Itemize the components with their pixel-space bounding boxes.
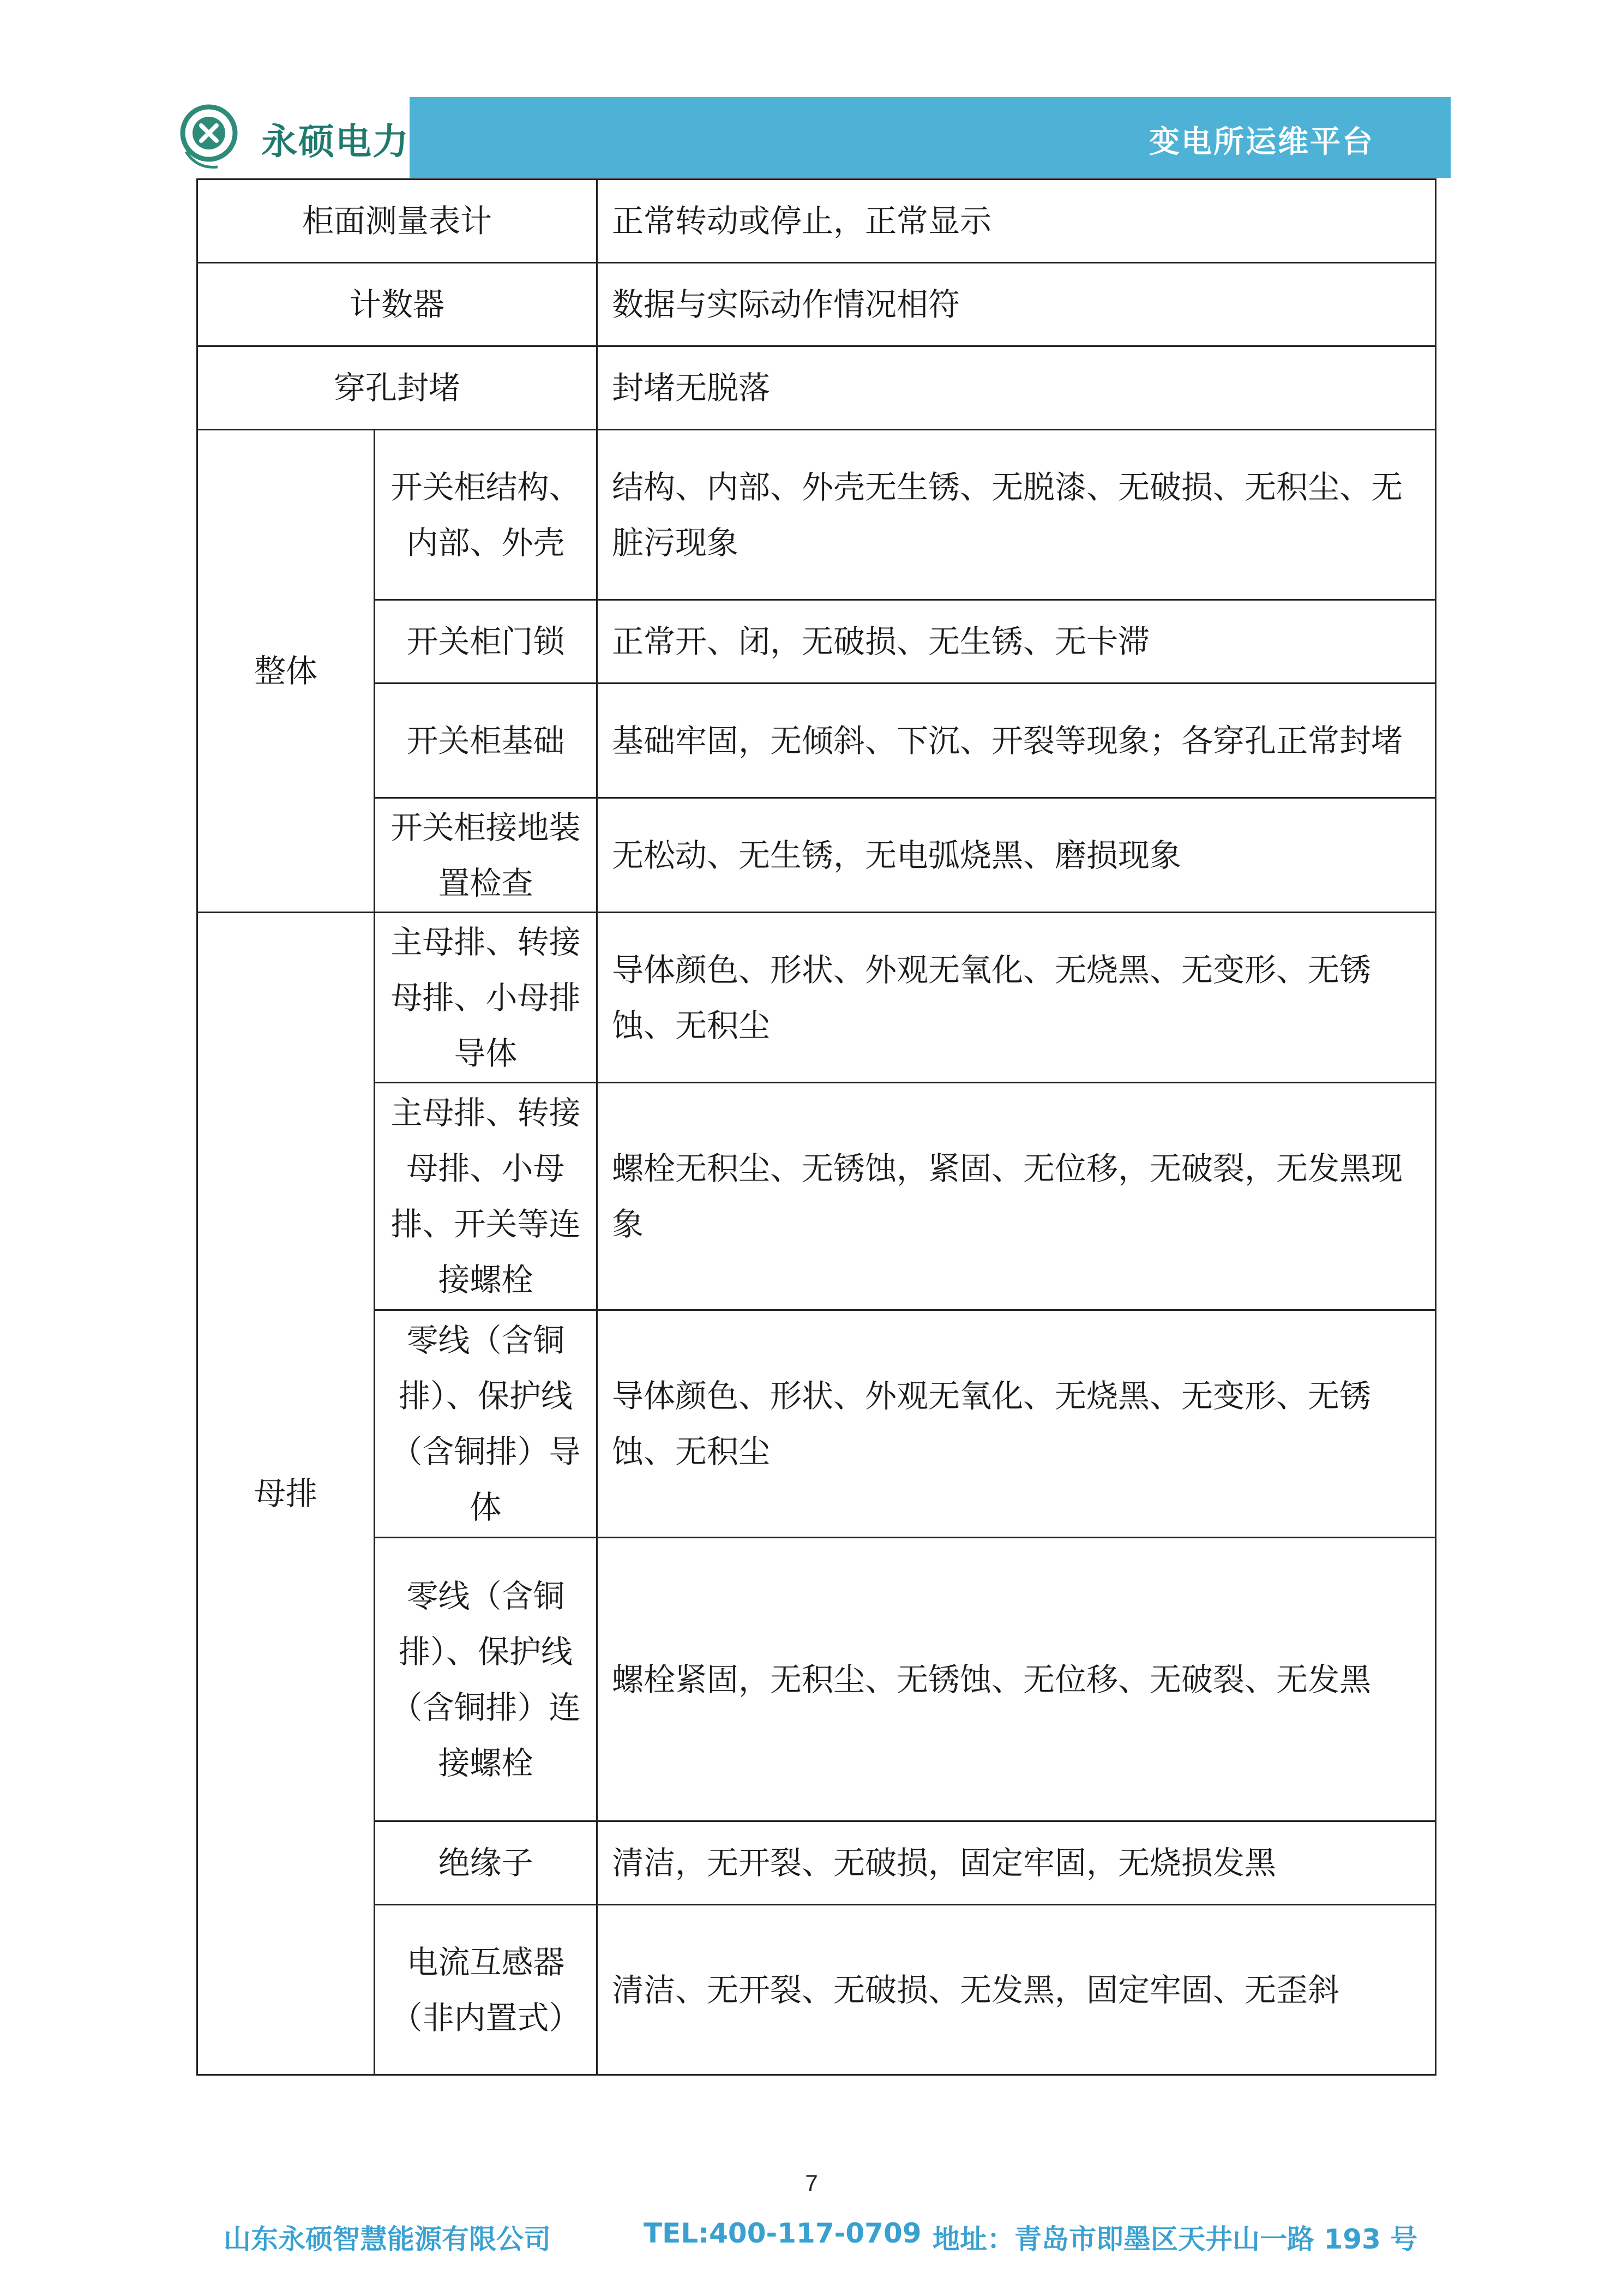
standard-cell: 清洁、无开裂、无破损、无发黑，固定牢固、无歪斜 (597, 1905, 1436, 2075)
table-row (197, 1905, 1436, 2075)
standard-cell: 螺栓紧固，无积尘、无锈蚀、无位移、无破裂、无发黑 (597, 1538, 1436, 1821)
standard-cell: 基础牢固，无倾斜、下沉、开裂等现象；各穿孔正常封堵 (597, 684, 1436, 798)
page-header (175, 97, 1451, 178)
category-cell: 母排 (197, 913, 375, 2075)
table-row (197, 430, 1436, 600)
table-row (197, 684, 1436, 798)
page-number: 7 (805, 2170, 818, 2196)
sub-item-cell: 开关柜基础 (375, 684, 597, 798)
standard-cell: 螺栓无积尘、无锈蚀，紧固、无位移，无破裂，无发黑现象 (597, 1083, 1436, 1310)
logo-emblem-icon (175, 101, 247, 173)
table-row (197, 346, 1436, 430)
table-row (197, 1083, 1436, 1310)
sub-item-cell: 开关柜结构、内部、外壳 (375, 430, 597, 600)
logo-text: 永硕电力 (261, 121, 410, 163)
standard-cell: 清洁，无开裂、无破损，固定牢固，无烧损发黑 (597, 1821, 1436, 1905)
page-footer (224, 2217, 1423, 2255)
table-row (197, 179, 1436, 263)
standard-cell: 数据与实际动作情况相符 (597, 263, 1436, 346)
table-row (197, 263, 1436, 346)
sub-item-cell: 绝缘子 (375, 1821, 597, 1905)
header-banner (410, 97, 1451, 178)
footer-tel: TEL:400-117-0709 (644, 2217, 922, 2249)
standard-cell: 导体颜色、形状、外观无氧化、无烧黑、无变形、无锈蚀、无积尘 (597, 913, 1436, 1083)
table-row (197, 600, 1436, 684)
sub-item-cell: 开关柜门锁 (375, 600, 597, 684)
sub-item-cell: 开关柜接地装置检查 (375, 798, 597, 913)
company-logo (175, 97, 410, 178)
footer-company: 山东永硕智慧能源有限公司 (224, 2223, 551, 2255)
table-row (197, 1821, 1436, 1905)
sub-item-cell: 电流互感器（非内置式） (375, 1905, 597, 2075)
table-row (197, 913, 1436, 1083)
footer-address: 地址：青岛市即墨区天井山一路 193 号 (933, 2223, 1418, 2255)
sub-item-cell: 零线（含铜排）、保护线（含铜排）导体 (375, 1310, 597, 1538)
sub-item-cell: 主母排、转接母排、小母排导体 (375, 913, 597, 1083)
item-cell: 柜面测量表计 (197, 179, 597, 263)
category-cell: 整体 (197, 430, 375, 913)
sub-item-cell: 主母排、转接母排、小母排、开关等连接螺栓 (375, 1083, 597, 1310)
platform-title: 变电所运维平台 (1149, 124, 1374, 160)
item-cell: 穿孔封堵 (197, 346, 597, 430)
table-row (197, 1310, 1436, 1538)
sub-item-cell: 零线（含铜排）、保护线（含铜排）连接螺栓 (375, 1538, 597, 1821)
standard-cell: 封堵无脱落 (597, 346, 1436, 430)
table-row (197, 798, 1436, 913)
inspection-table (196, 178, 1436, 2076)
item-cell: 计数器 (197, 263, 597, 346)
standard-cell: 导体颜色、形状、外观无氧化、无烧黑、无变形、无锈蚀、无积尘 (597, 1310, 1436, 1538)
standard-cell: 正常开、闭，无破损、无生锈、无卡滞 (597, 600, 1436, 684)
standard-cell: 正常转动或停止，正常显示 (597, 179, 1436, 263)
table-row (197, 1538, 1436, 1821)
standard-cell: 结构、内部、外壳无生锈、无脱漆、无破损、无积尘、无脏污现象 (597, 430, 1436, 600)
standard-cell: 无松动、无生锈，无电弧烧黑、磨损现象 (597, 798, 1436, 913)
